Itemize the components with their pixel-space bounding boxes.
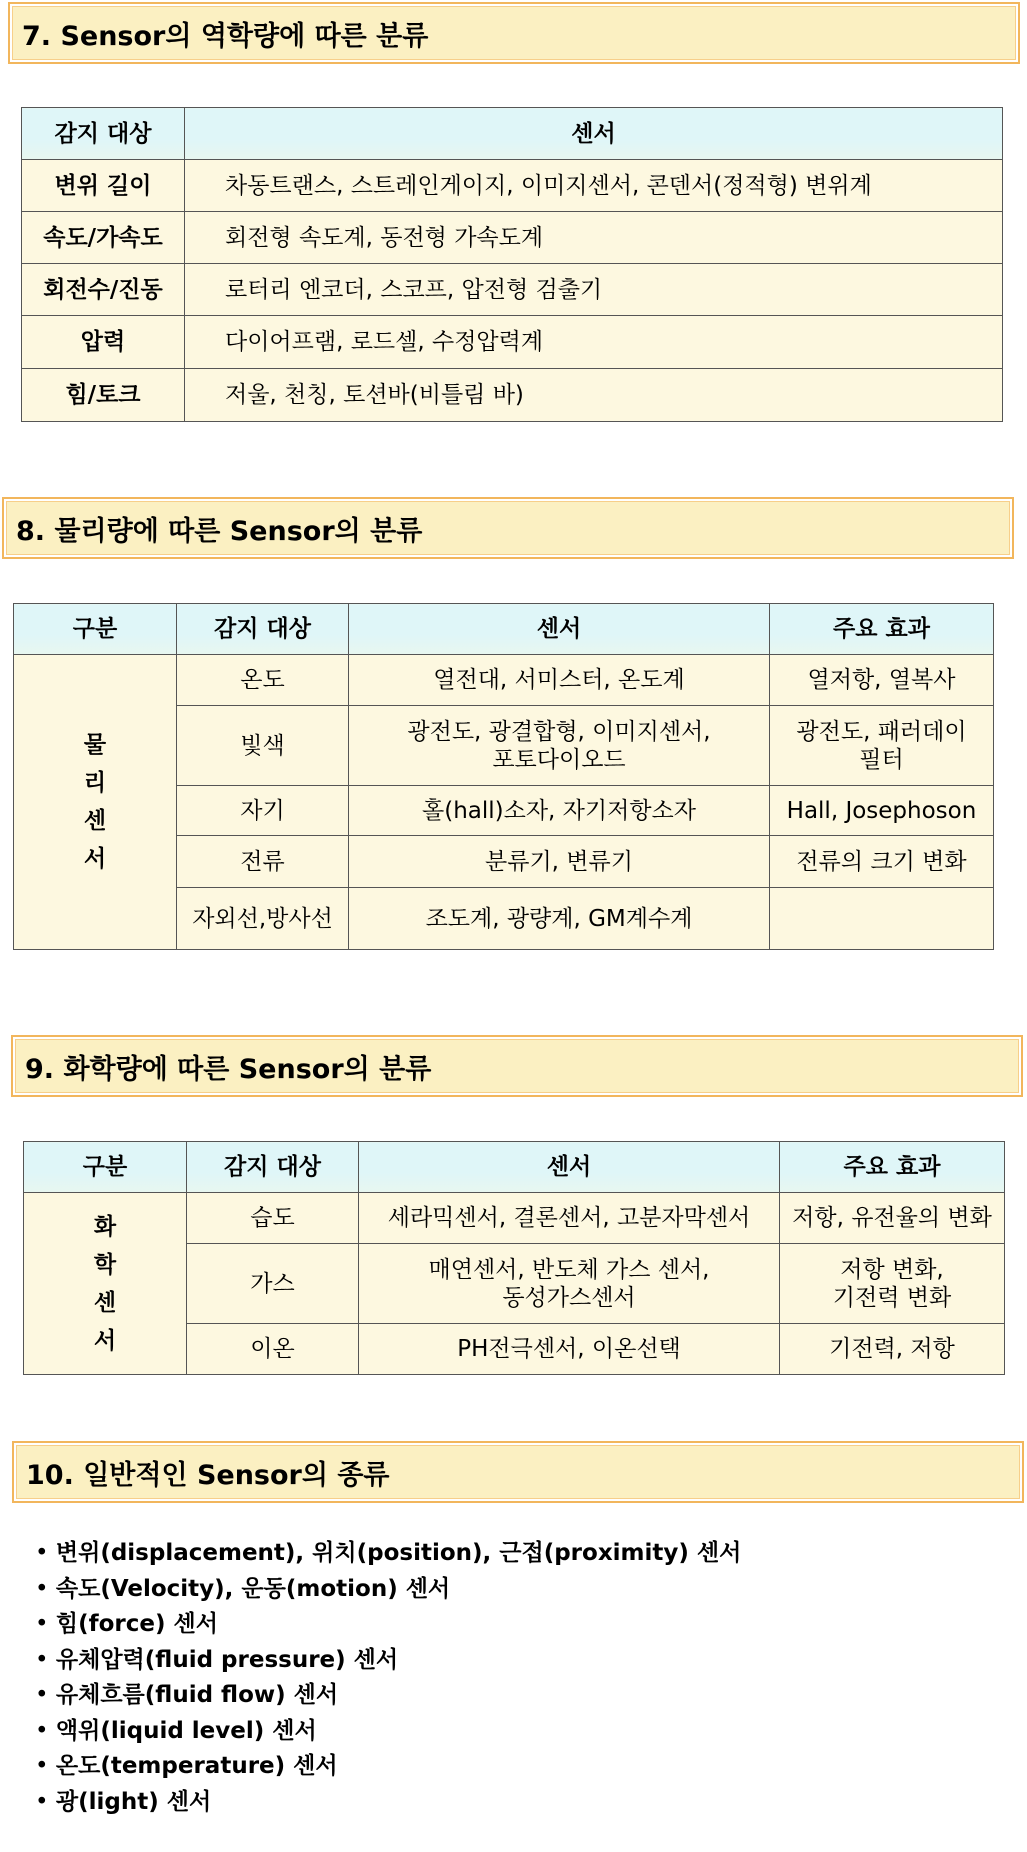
list-item: • 변위(displacement), 위치(position), 근접(proximity) 센서 xyxy=(35,1536,741,1572)
row-effect: 저항 변화, 기전력 변화 xyxy=(780,1244,1005,1324)
table-row xyxy=(22,369,1003,422)
table-row xyxy=(22,316,1003,369)
list-item: • 액위(liquid level) 센서 xyxy=(35,1714,741,1750)
table-mechanical-sensors xyxy=(21,107,1003,422)
list-item: • 속도(Velocity), 운동(motion) 센서 xyxy=(35,1572,741,1608)
header-sensor: 센서 xyxy=(359,1142,780,1193)
row-label: 힘/토크 xyxy=(22,369,185,422)
header-sensor: 센서 xyxy=(349,604,770,655)
row-label: 압력 xyxy=(22,316,185,369)
group-label-chemical: 화 학 센 서 xyxy=(24,1193,187,1375)
list-item: • 유체흐름(fluid flow) 센서 xyxy=(35,1678,741,1714)
row-effect: 저항, 유전율의 변화 xyxy=(780,1193,1005,1244)
row-sensors: 홀(hall)소자, 자기저항소자 xyxy=(349,786,770,836)
row-sensors: 분류기, 변류기 xyxy=(349,836,770,888)
table-header-row xyxy=(14,604,994,655)
row-sensors: 열전대, 서미스터, 온도계 xyxy=(349,655,770,706)
row-target: 전류 xyxy=(177,836,349,888)
section-7-title: 7. Sensor의 역학량에 따른 분류 xyxy=(8,2,1020,64)
row-target: 자외선,방사선 xyxy=(177,888,349,950)
row-sensors: 세라믹센서, 결론센서, 고분자막센서 xyxy=(359,1193,780,1244)
row-effect: 열저항, 열복사 xyxy=(770,655,994,706)
row-effect: 광전도, 패러데이 필터 xyxy=(770,706,994,786)
row-target: 습도 xyxy=(187,1193,359,1244)
row-sensors: 로터리 엔코더, 스코프, 압전형 검출기 xyxy=(185,264,1003,316)
row-sensors: 다이어프램, 로드셀, 수정압력계 xyxy=(185,316,1003,369)
list-item: • 온도(temperature) 센서 xyxy=(35,1749,741,1785)
table-header-row xyxy=(22,108,1003,160)
table-row xyxy=(22,212,1003,264)
row-target: 온도 xyxy=(177,655,349,706)
row-sensors: 매연센서, 반도체 가스 센서, 동성가스센서 xyxy=(359,1244,780,1324)
row-sensors: 차동트랜스, 스트레인게이지, 이미지센서, 콘덴서(정적형) 변위계 xyxy=(185,160,1003,212)
table-row xyxy=(14,655,994,706)
row-sensors: 저울, 천칭, 토션바(비틀림 바) xyxy=(185,369,1003,422)
header-sensor: 센서 xyxy=(185,108,1003,160)
table-physical-sensors xyxy=(13,603,994,950)
row-effect: Hall, Josephoson xyxy=(770,786,994,836)
list-item: • 힘(force) 센서 xyxy=(35,1607,741,1643)
section-8-title: 8. 물리량에 따른 Sensor의 분류 xyxy=(2,497,1014,559)
row-effect xyxy=(770,888,994,950)
section-9-title: 9. 화학량에 따른 Sensor의 분류 xyxy=(11,1035,1023,1097)
group-label-physical: 물 리 센 서 xyxy=(14,655,177,950)
row-sensors: PH전극센서, 이온선택 xyxy=(359,1324,780,1375)
sensor-type-list xyxy=(35,1536,741,1820)
table-chemical-sensors xyxy=(23,1141,1005,1375)
row-effect: 기전력, 저항 xyxy=(780,1324,1005,1375)
header-category: 구분 xyxy=(24,1142,187,1193)
header-effect: 주요 효과 xyxy=(780,1142,1005,1193)
row-effect: 전류의 크기 변화 xyxy=(770,836,994,888)
row-label: 회전수/진동 xyxy=(22,264,185,316)
row-sensors: 회전형 속도계, 동전형 가속도계 xyxy=(185,212,1003,264)
row-label: 변위 길이 xyxy=(22,160,185,212)
table-row xyxy=(24,1193,1005,1244)
header-category: 구분 xyxy=(14,604,177,655)
table-header-row xyxy=(24,1142,1005,1193)
table-row xyxy=(22,264,1003,316)
header-effect: 주요 효과 xyxy=(770,604,994,655)
list-item: • 유체압력(fluid pressure) 센서 xyxy=(35,1643,741,1679)
row-sensors: 광전도, 광결합형, 이미지센서, 포토다이오드 xyxy=(349,706,770,786)
header-target: 감지 대상 xyxy=(187,1142,359,1193)
row-target: 빛색 xyxy=(177,706,349,786)
row-target: 이온 xyxy=(187,1324,359,1375)
list-item: • 광(light) 센서 xyxy=(35,1785,741,1821)
table-row xyxy=(22,160,1003,212)
header-target: 감지 대상 xyxy=(177,604,349,655)
row-label: 속도/가속도 xyxy=(22,212,185,264)
section-10-title: 10. 일반적인 Sensor의 종류 xyxy=(12,1441,1024,1503)
row-target: 자기 xyxy=(177,786,349,836)
row-target: 가스 xyxy=(187,1244,359,1324)
row-sensors: 조도계, 광량계, GM계수계 xyxy=(349,888,770,950)
header-target: 감지 대상 xyxy=(22,108,185,160)
